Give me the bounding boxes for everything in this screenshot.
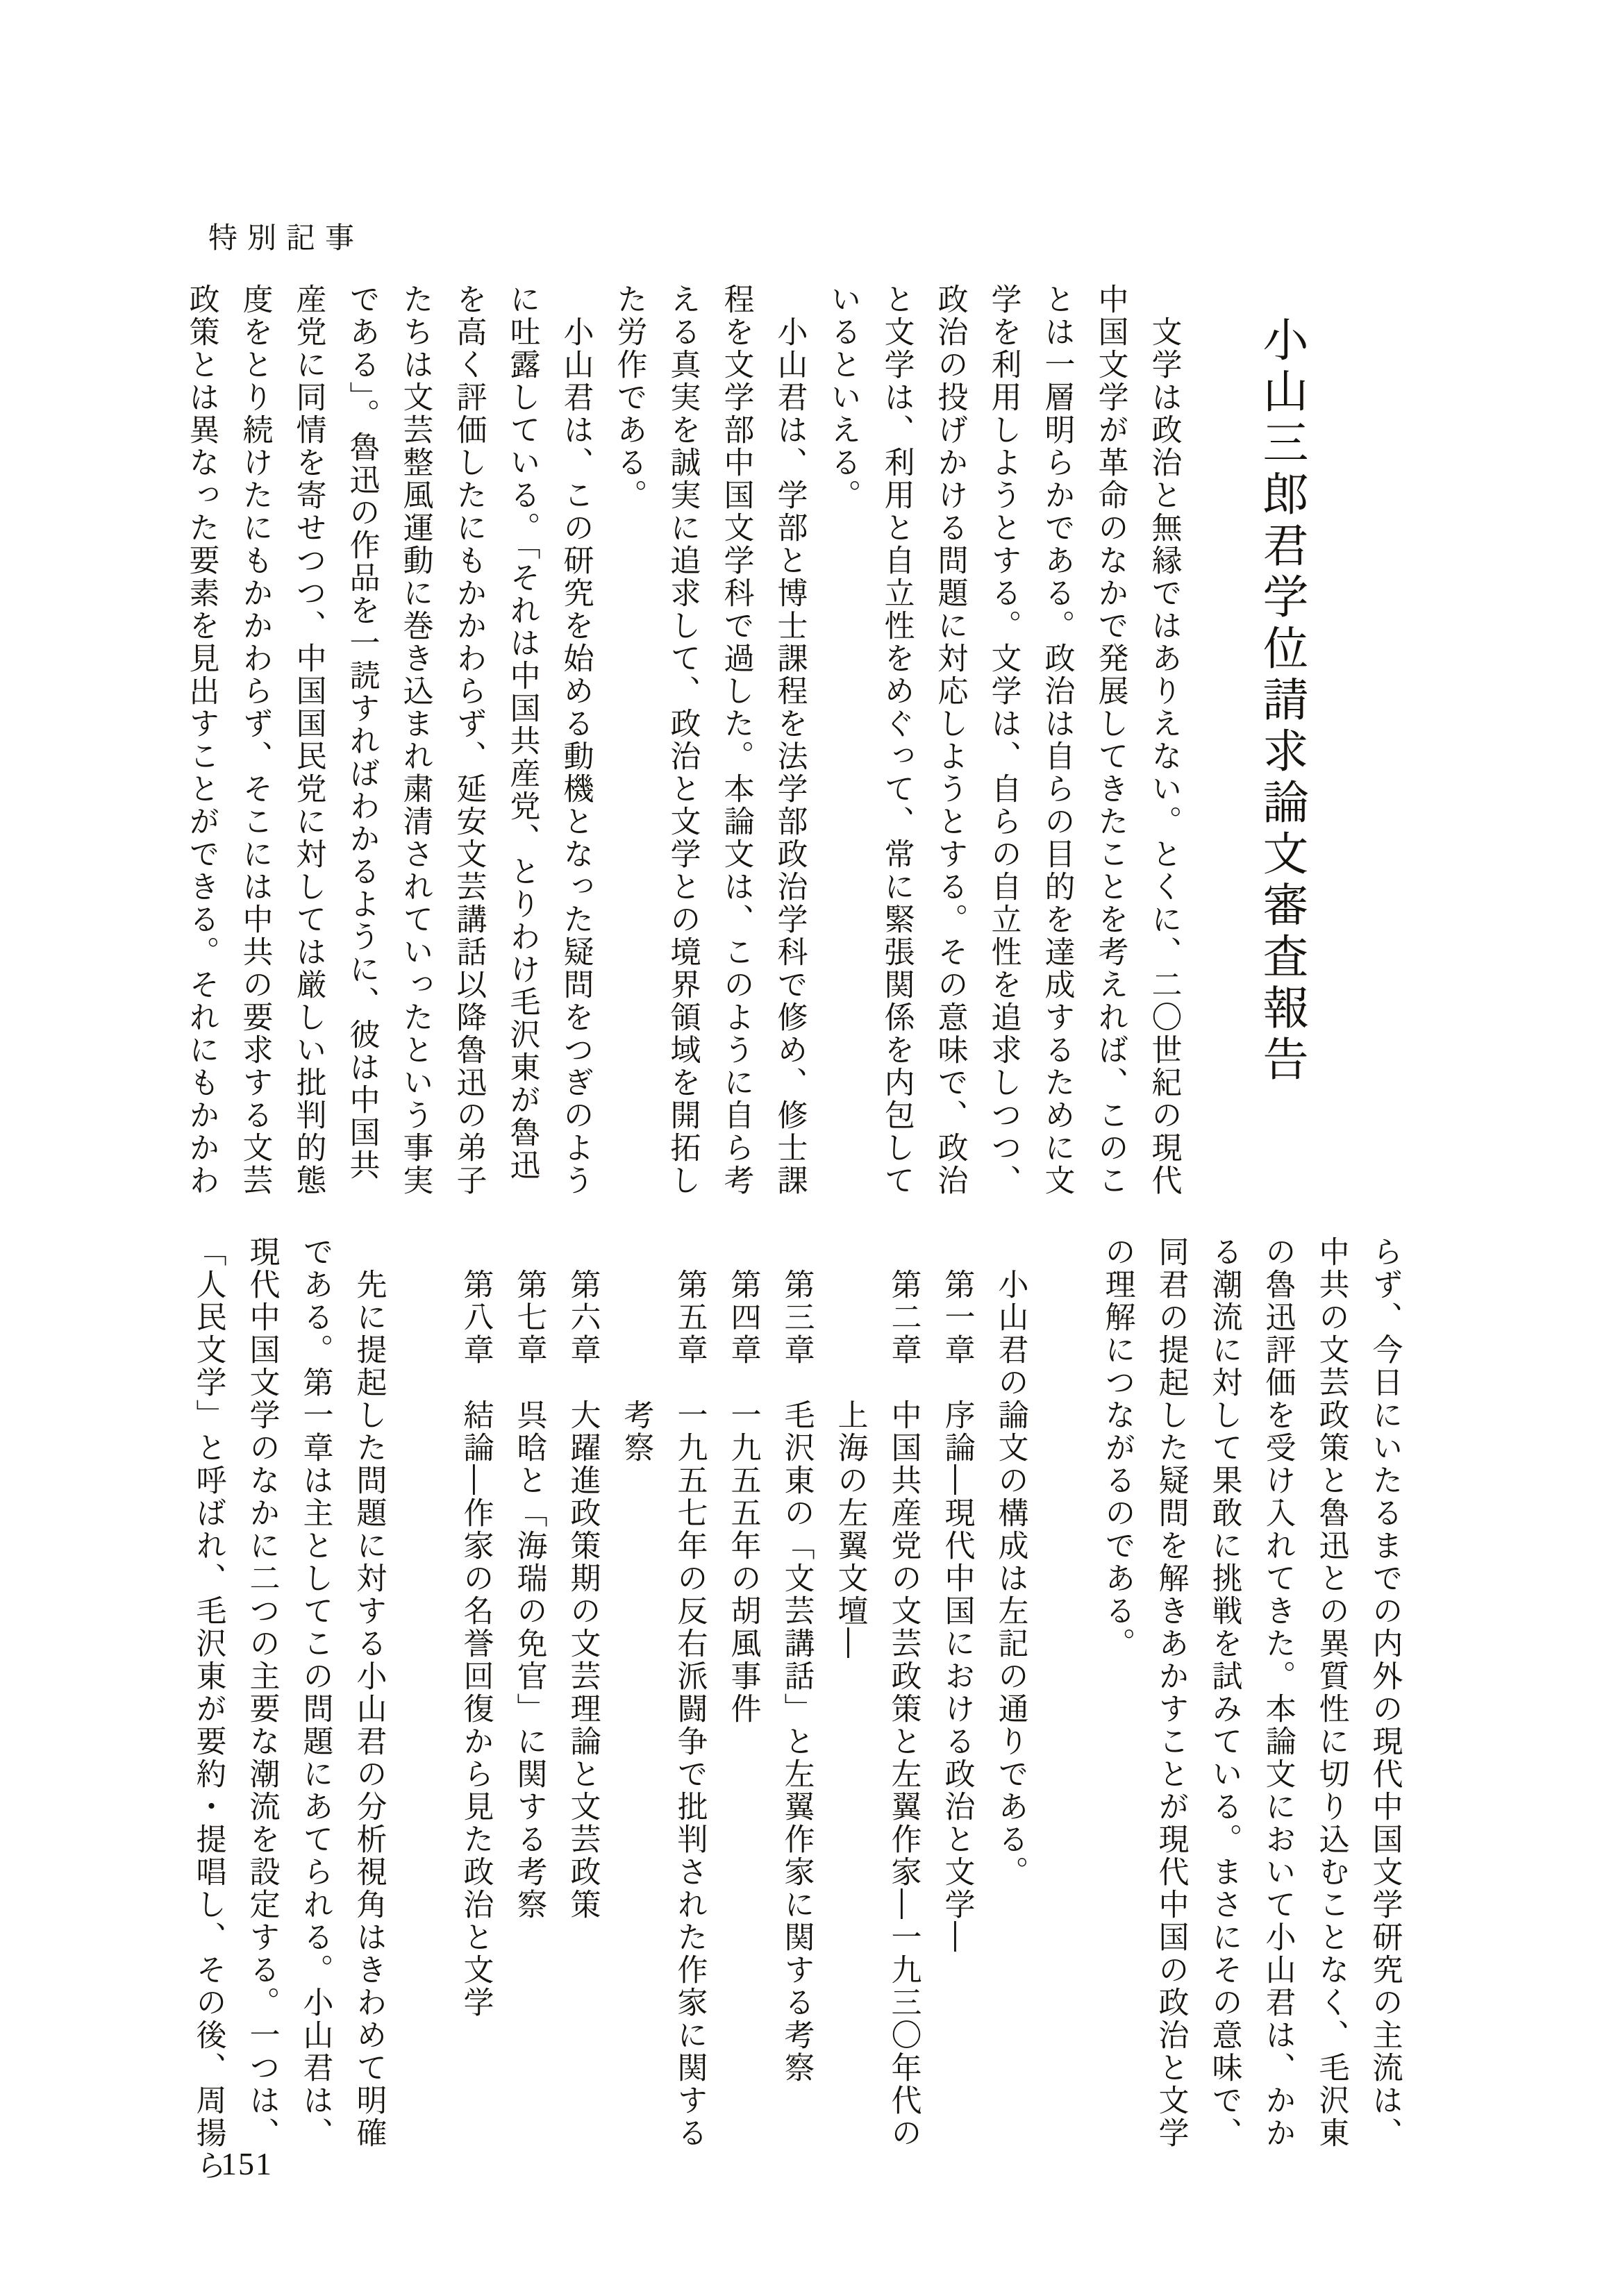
text-column: 第八章 結論―作家の名誉回復から見た政治と文学 [458, 1236, 494, 2019]
text-column: 文学は政治と無縁ではありえない。とくに、二〇世紀の現代 [1146, 283, 1182, 1197]
upper-text-block [174, 283, 1190, 1217]
page-number: 151 [221, 2146, 273, 2181]
text-column: 「人民文学」と呼ばれ、毛沢東が要約・提唱し、その後、周揚ら [190, 1236, 226, 2182]
text-column: 上海の左翼文壇― [832, 1236, 868, 1660]
text-column: 第七章 呉晗と「海瑞の免官」に関する考察 [511, 1236, 547, 1921]
text-column: の理解につながるのである。 [1099, 1236, 1135, 1660]
text-column: に吐露している。「それは中国共産党、とりわけ毛沢東が魯迅 [504, 283, 540, 1182]
text-column: 政策とは異なった要素を見出すことができる。それにもかかわ [183, 283, 219, 1197]
text-column: 産党に同情を寄せつつ、中国国民党に対しては厳しい批判的態 [290, 283, 326, 1197]
text-column: 第六章 大躍進政策期の文芸理論と文芸政策 [565, 1236, 601, 1921]
text-column: 中国文学が革命のなかで発展してきたことを考えれば、このこ [1092, 283, 1128, 1197]
text-column: と文学は、利用と自立性をめぐって、常に緊張関係を内包して [878, 283, 915, 1197]
text-column: 現代中国文学のなかに二つの主要な潮流を設定する。一つは、 [244, 1236, 280, 2150]
text-column: 小山君は、この研究を始める動機となった疑問をつぎのよう [558, 283, 594, 1197]
text-column: である。第一章は主としてこの問題にあてられる。小山君は、 [297, 1236, 333, 2150]
text-column: 考察 [618, 1236, 654, 1464]
text-column: 中共の文芸政策と魯迅との異質性に切り込むことなく、毛沢東 [1313, 1236, 1349, 2150]
text-column: らず、今日にいたるまでの内外の現代中国文学研究の主流は、 [1367, 1236, 1403, 2150]
lower-text-block [181, 1236, 1411, 2204]
text-column: を高く評価したにもかかわらず、延安文芸講話以降魯迅の弟子 [451, 283, 487, 1197]
text-column: 程を文学部中国文学科で過した。本論文は、このように自ら考 [718, 283, 754, 1197]
text-column: いるといえる。 [825, 283, 861, 512]
text-column [1037, 1236, 1090, 2204]
text-column: 先に提起した問題に対する小山君の分析視角はきわめて明確 [351, 1236, 387, 2150]
text-column: 度をとり続けたにもかかわらず、そこには中共の要求する文芸 [237, 283, 273, 1197]
text-column: 小山君の論文の構成は左記の通りである。 [992, 1236, 1028, 1888]
text-column: 第三章 毛沢東の「文芸講話」と左翼作家に関する考察 [778, 1236, 815, 2084]
text-column [395, 1236, 449, 2204]
text-column: の魯迅評価を受け入れてきた。本論文において小山君は、かか [1260, 1236, 1296, 2150]
text-column: る潮流に対して果敢に挑戦を試みている。まさにその意味で、 [1206, 1236, 1242, 2150]
text-column: 政治の投げかける問題に対応しようとする。その意味で、政治 [932, 283, 968, 1197]
text-column: 小山君は、学部と博士課程を法学部政治学科で修め、修士課 [772, 283, 808, 1197]
text-column: た労作である。 [611, 283, 647, 512]
text-column: とは一層明らかである。政治は自らの目的を達成するために文 [1039, 283, 1075, 1197]
text-column: える真実を誠実に追求して、政治と文学との境界領域を開拓し [665, 283, 701, 1197]
text-column: 第一章 序論―現代中国における政治と文学― [939, 1236, 975, 1954]
text-column: 第二章 中国共産党の文芸政策と左翼作家―一九三〇年代の [885, 1236, 921, 2150]
text-column: 同君の提起した疑問を解きあかすことが現代中国の政治と文学 [1153, 1236, 1189, 2150]
text-column: たちは文芸整風運動に巻き込まれ粛清されていったという事実 [397, 283, 433, 1197]
document-title: 小山三郎君学位請求論文審査報告 [1255, 316, 1308, 1087]
text-column: である」。魯迅の作品を一読すればわかるように、彼は中国共 [344, 283, 380, 1182]
text-column: 第五章 一九五七年の反右派闘争で批判された作家に関する [672, 1236, 708, 2150]
text-column: 第四章 一九五五年の胡風事件 [725, 1236, 761, 1725]
article-kind-label: 特別記事 [208, 221, 365, 255]
text-column: 学を利用しようとする。文学は、自らの自立性を追求しつつ、 [985, 283, 1021, 1197]
